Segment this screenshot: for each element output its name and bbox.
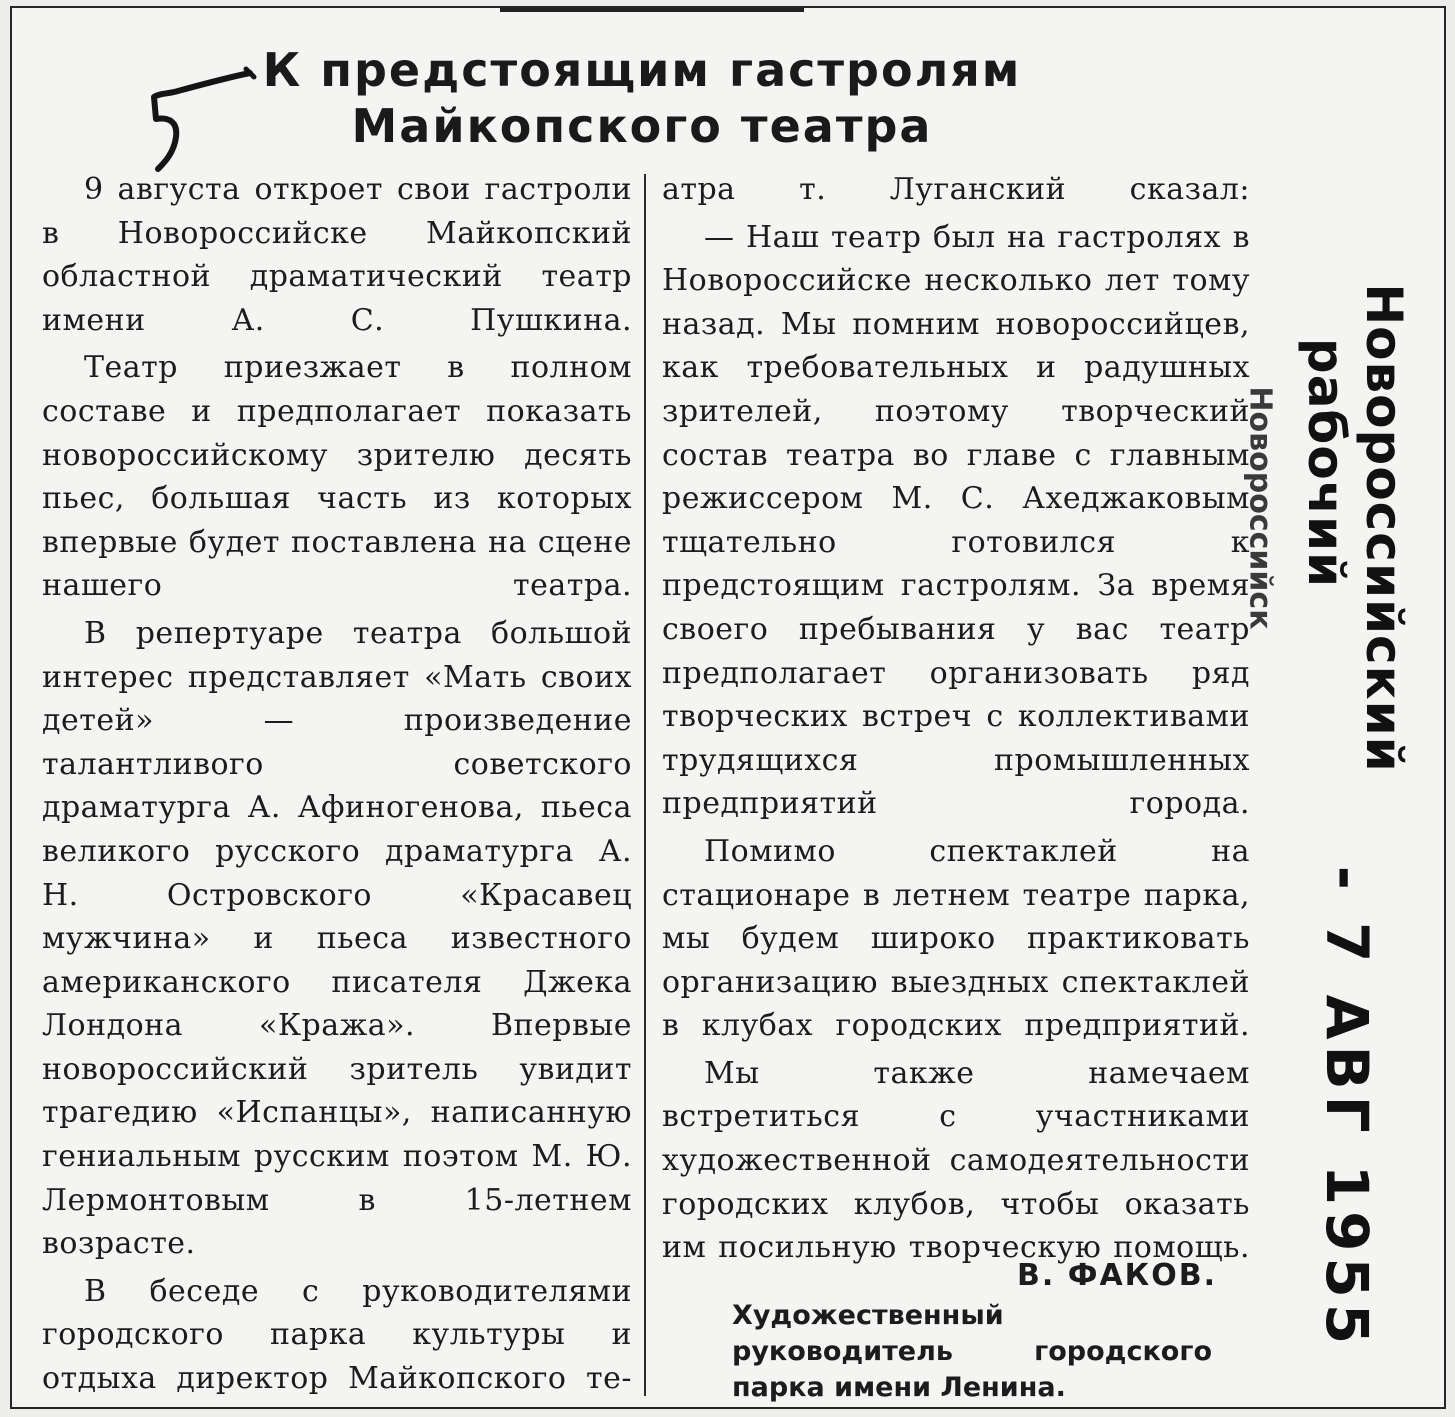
stamp-date: - 7 АВГ 1955 bbox=[1313, 865, 1381, 1351]
paragraph: Театр приезжает в полном составе и предполагает показать новороссийскому зрителю десять пьес, большая часть из которых впервые будет поставлена на сцене нашего театра. bbox=[42, 350, 632, 604]
city-stamp-text: Новороссийск bbox=[1242, 386, 1278, 630]
author-title: Художественный руководитель городского парка имени Ленина. bbox=[732, 1300, 1212, 1403]
paragraph: Мы также намечаем встретиться с участниками художественной самодеятельности городских клубов, чтобы оказать им посильную творческую помощь. bbox=[662, 1055, 1250, 1266]
handwritten-mark-icon bbox=[138, 63, 258, 173]
stamp-paper-name-line-1: Новороссийский bbox=[1355, 283, 1413, 773]
author-name: В. ФАКОВ. bbox=[1017, 1258, 1217, 1293]
right-column bbox=[662, 168, 1250, 1274]
paragraph: 9 августа откроет свои гастроли в Новороссийске Майкопский областной драматический театр имени А. С. Пушкина. bbox=[42, 172, 632, 338]
paragraph: В репертуаре театра большой интерес представляет «Мать своих детей» — произведение талантливого советского драматурга А. Афиногенова, пьеса великого русского драматурга А. Н. Островского «Красавец мужчина» и пьеса известного американского писателя Джека Лондона «Кража». Впервые новороссийский зритель увидит трагедию «Испанцы», написанную гениальным русским поэтом М. Ю. Лермонтовым в 15-летнем возрасте. bbox=[42, 615, 632, 1262]
headline-line-2: Майкопского театра bbox=[351, 99, 933, 153]
newspaper-date-stamp bbox=[1297, 283, 1442, 1351]
paragraph: атра т. Луганский сказал: bbox=[662, 172, 1250, 207]
city-stamp bbox=[1240, 378, 1280, 638]
stamp-paper-name-line-2: рабочий bbox=[1297, 337, 1355, 589]
left-column bbox=[42, 168, 632, 1405]
newspaper-clipping bbox=[10, 6, 1446, 1409]
column-divider bbox=[644, 174, 646, 1396]
paragraph: — Наш театр был на гастролях в Новороссийске несколько лет тому назад. Мы помним новороссийцев, как требовательных и радушных зрителей, поэтому творческий состав театра во главе с главным режиссером М. С. Ахеджаковым тщательно готовился к предстоящим гастролям. За время своего пребывания у вас театр предполагает организовать ряд творческих встреч с коллективами трудящихся промышленных предприятий города. bbox=[662, 219, 1250, 822]
headline-line-1: К предстоящим гастролям bbox=[262, 43, 1022, 97]
article-headline bbox=[242, 42, 1042, 154]
paragraph: В беседе с руководителями городского парка культуры и отдыха директор Майкопского те- bbox=[42, 1273, 632, 1397]
paragraph: Помимо спектаклей на стационаре в летнем театре парка, мы будем широко практиковать организацию выездных спектаклей в клубах городских предприятий. bbox=[662, 833, 1250, 1044]
top-rule bbox=[500, 8, 804, 12]
